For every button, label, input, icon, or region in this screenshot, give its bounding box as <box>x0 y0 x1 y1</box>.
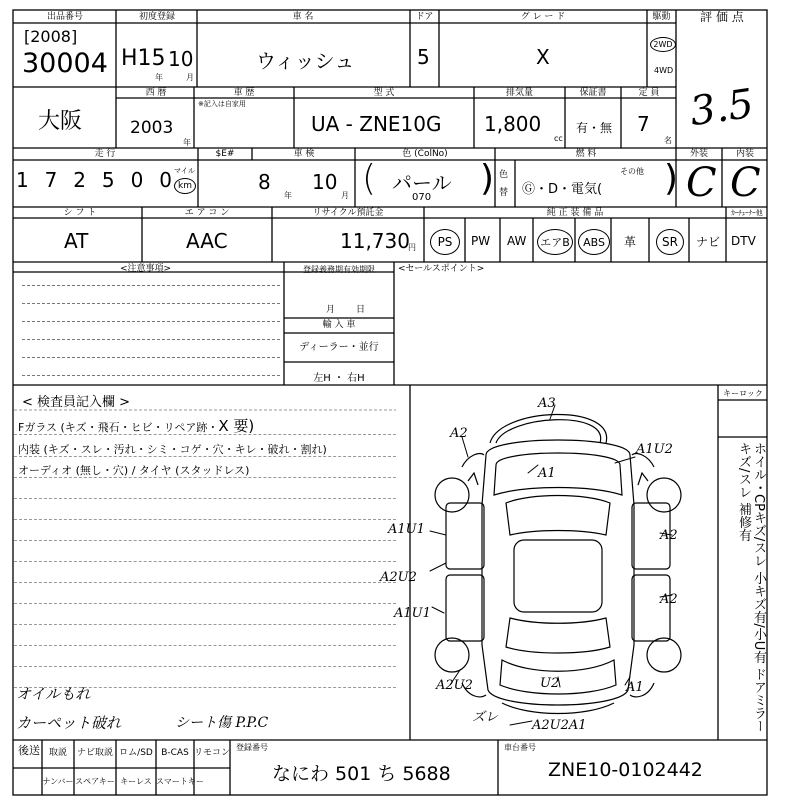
tuner-label: ｶｰﾁｭｰﾅｰ他 <box>731 209 763 217</box>
interior-label: 内装 <box>735 149 754 159</box>
mileage-label: 走 行 <box>94 149 116 159</box>
equipment-aw: AW <box>507 234 527 248</box>
equipment-airbag: エアB <box>537 229 573 255</box>
mileage-digit: 7 <box>44 168 58 192</box>
keylock-label: キーロック <box>723 389 763 398</box>
sales-point-label: <セールスポイント> <box>398 264 485 274</box>
capacity-label: 定 員 <box>638 88 660 98</box>
inspector-line <box>14 561 396 562</box>
shaken-label: 車 検 <box>293 149 315 159</box>
handwritten-seat: シート傷 P.P.C <box>175 715 269 731</box>
door-label: ドア <box>415 12 434 22</box>
fuel-label: 燃 料 <box>575 149 597 159</box>
drive-4wd: 4WD <box>654 66 674 75</box>
fuel-bracket-close: ) <box>664 158 679 199</box>
windshield-text: Fガラス (キズ・飛石・ヒビ・リペア跡・ <box>18 421 219 434</box>
damage-mark: U2 <box>540 676 560 691</box>
caution-label: <注意事項> <box>120 264 172 274</box>
registration-number: なにわ 501 ち 5688 <box>272 763 451 785</box>
inspector-line <box>14 477 396 478</box>
exterior-label: 外装 <box>689 149 708 159</box>
model-label: 型 式 <box>373 88 395 98</box>
color-bracket-close: ) <box>480 158 495 199</box>
shift: AT <box>64 229 89 253</box>
equipment-label: 純 正 装 備 品 <box>546 208 604 218</box>
inspector-line <box>14 519 396 520</box>
damage-mark: A2U2 <box>380 570 417 585</box>
reg-year-unit: 年 <box>155 73 163 82</box>
inspector-line <box>14 456 396 457</box>
shaken-year-unit: 年 <box>284 191 292 200</box>
reg-month-unit: 月 <box>186 73 194 82</box>
shaken-month: 10 <box>312 170 338 194</box>
right-column-notes: ホイル・CPキズ/スレ 小キズ有/小U有 ドアミラーキズ/スレ 補修有 <box>736 442 766 733</box>
mileage-digit: 2 <box>73 168 87 192</box>
equipment-ps: PS <box>430 229 460 255</box>
inspector-line-windshield <box>18 415 254 436</box>
displacement: 1,800 <box>484 112 542 136</box>
meter-label: $E# <box>215 149 235 159</box>
expiry-day-label: 日 <box>356 305 366 315</box>
inspector-line <box>14 434 396 435</box>
later-delivery-label: 後送 <box>18 744 40 757</box>
damage-mark: A1U1 <box>394 606 431 621</box>
note-line <box>22 375 280 376</box>
windshield-mark: X 要) <box>218 417 255 435</box>
drive-label: 駆動 <box>652 12 671 22</box>
car-damage-diagram <box>380 385 718 740</box>
capacity: 7 <box>637 112 650 136</box>
drive-2wd-circled: 2WD <box>650 37 676 52</box>
inspector-title: < 検査員記入欄 > <box>22 395 131 410</box>
damage-mark: A1 <box>538 466 556 481</box>
equipment-leather: 革 <box>624 235 637 249</box>
footer-item: ロム/SD <box>119 748 153 758</box>
history-note: ※記入は自家用 <box>198 100 246 108</box>
displacement-label: 排気量 <box>505 88 533 98</box>
mileage-digit: 1 <box>16 168 29 192</box>
mileage-digit: 0 <box>130 168 144 192</box>
footer-item: ナビ取説 <box>76 748 113 758</box>
damage-mark: A2U2A1 <box>532 718 587 733</box>
warranty-label: 保証書 <box>579 88 607 98</box>
recycle-unit: 円 <box>408 243 416 252</box>
footer-item: スマートキー <box>156 777 204 786</box>
damage-mark: A2U2 <box>436 678 473 693</box>
damage-mark: A2 <box>660 528 678 543</box>
doors: 5 <box>417 45 430 69</box>
damage-mark: A1U1 <box>388 522 425 537</box>
lot-label: 出品番号 <box>46 12 83 22</box>
lot-number: 30004 <box>22 48 108 79</box>
equipment-sunroof: SR <box>656 229 684 255</box>
footer-item: キーレス <box>120 777 152 786</box>
color-change-label: 色替 <box>499 170 509 198</box>
footer-item: リモコン <box>194 748 231 758</box>
import-label: 輸 入 車 <box>322 320 356 330</box>
ac-label: エ ア コ ン <box>184 208 230 218</box>
shaken-year: 8 <box>258 170 271 194</box>
footer-item: スペアキー <box>75 777 115 786</box>
history-label: 車 歴 <box>233 88 255 98</box>
note-line <box>22 285 280 286</box>
exterior-grade: C <box>686 160 717 206</box>
car-name: ウィッシュ <box>256 49 355 73</box>
color-bracket-open: ( <box>362 158 377 199</box>
equipment-dtv: DTV <box>731 234 756 248</box>
year-unit: 年 <box>183 138 191 147</box>
color-label: 色 (ColNo) <box>402 149 448 159</box>
model: UA - ZNE10G <box>311 112 442 136</box>
score-handwritten: 3.5 <box>687 80 757 136</box>
damage-mark: A2 <box>660 592 678 607</box>
chassis-number-label: 車台番号 <box>504 743 536 752</box>
steering-label: 左H ・ 右H <box>313 373 365 384</box>
inspector-line-audio: オーディオ (無し・穴) / タイヤ (スタッドレス) <box>18 464 250 477</box>
shaken-month-unit: 月 <box>341 191 349 200</box>
damage-mark: A3 <box>538 396 556 411</box>
equipment-pw: PW <box>471 234 491 248</box>
color-code: 070 <box>412 192 432 203</box>
capacity-unit: 名 <box>664 136 672 145</box>
grade: X <box>536 45 550 69</box>
western-year-label: 西 暦 <box>145 88 167 98</box>
handwritten-oil-leak: オイルもれ <box>16 685 91 703</box>
shift-label: シ フ ト <box>63 208 97 218</box>
score-label: 評 価 点 <box>700 10 744 24</box>
expiry-month-label: 月 <box>326 305 336 315</box>
inspector-line-interior: 内装 (キズ・スレ・汚れ・シミ・コゲ・穴・キレ・破れ・割れ) <box>18 443 327 456</box>
note-line <box>22 339 280 340</box>
inspector-line <box>14 540 396 541</box>
mileage-digit: 5 <box>101 168 115 192</box>
note-line <box>22 357 280 358</box>
color: パール <box>392 171 452 195</box>
reg-month: 10 <box>168 47 194 71</box>
footer-item: 取説 <box>48 748 67 758</box>
lot-year: [2008] <box>24 27 78 46</box>
recycle-label: リサイクル預託金 <box>312 208 384 218</box>
note-line <box>22 303 280 304</box>
warranty: 有・無 <box>576 121 613 135</box>
footer-item: ナンバー <box>42 777 74 786</box>
equipment-navi: ナビ <box>696 235 721 249</box>
footer-item: B-CAS <box>161 748 189 758</box>
registration-number-label: 登録番号 <box>236 743 268 752</box>
first-reg-label: 初度登録 <box>138 12 175 22</box>
inspector-line <box>14 582 396 583</box>
damage-mark: A1 <box>626 680 644 695</box>
chassis-number: ZNE10-0102442 <box>548 759 703 781</box>
ac: AAC <box>186 229 228 253</box>
displacement-unit: cc <box>554 134 563 143</box>
fuel: Ⓖ・D・電気( <box>522 182 603 197</box>
damage-mark: A2 <box>450 426 468 441</box>
inspector-line <box>14 645 396 646</box>
mileage-digit: 0 <box>159 168 172 192</box>
region: 大阪 <box>38 109 83 134</box>
grade-label: グ レ ー ド <box>520 12 566 22</box>
equipment-abs: ABS <box>578 229 610 255</box>
dealer-label: ディーラー・並行 <box>299 342 379 353</box>
inspector-line <box>14 498 396 499</box>
fuel-other-label: その他 <box>620 167 644 176</box>
recycle-amount: 11,730 <box>340 229 410 253</box>
note-line <box>22 321 280 322</box>
mileage-digits <box>16 168 172 192</box>
interior-grade: C <box>730 160 761 206</box>
inspector-line <box>14 624 396 625</box>
year: 2003 <box>130 118 174 138</box>
damage-mark: A1U2 <box>636 442 673 457</box>
inspector-line <box>14 666 396 667</box>
mileage-unit-mile: マイル <box>174 167 195 175</box>
mileage-unit-km-circled: km <box>174 178 196 194</box>
handwritten-carpet: カーペット破れ <box>16 714 122 732</box>
registration-expiry-label: 登録義務期有効期限 <box>303 265 375 274</box>
car-name-label: 車 名 <box>292 12 314 22</box>
damage-mark: ズレ <box>472 710 499 725</box>
inspector-line <box>14 603 396 604</box>
reg-era: H15 <box>121 46 166 71</box>
